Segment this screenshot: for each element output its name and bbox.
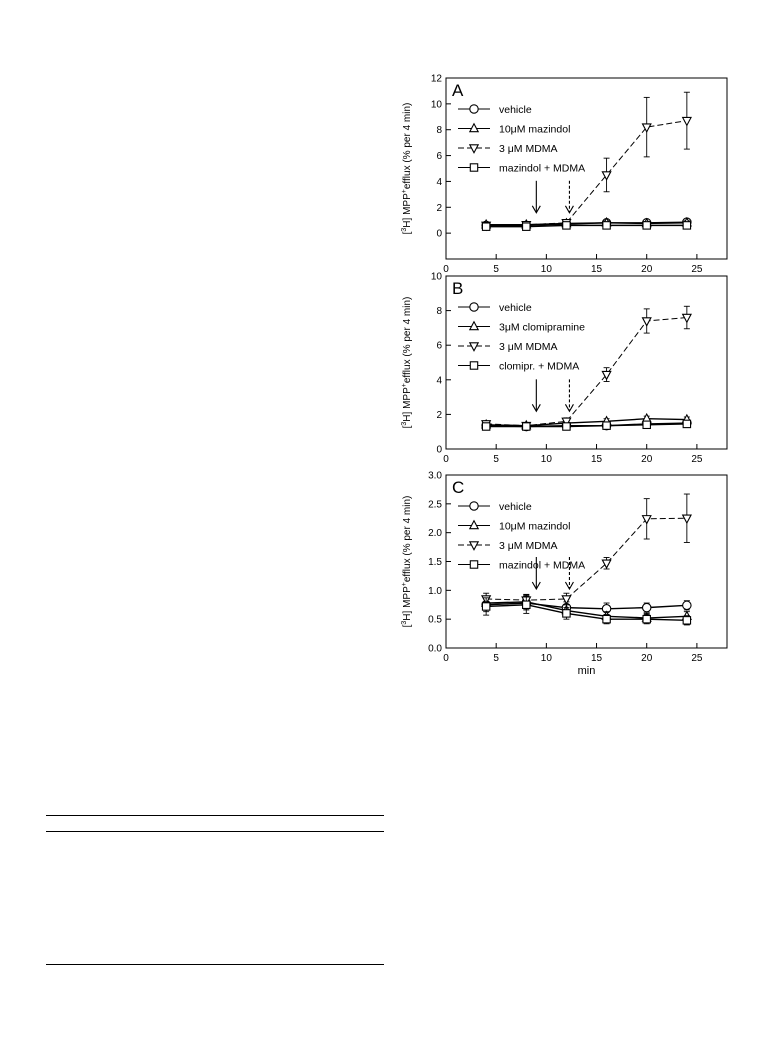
x-tick-label: 20	[641, 653, 653, 664]
legend-marker	[470, 322, 478, 330]
y-tick-label: 10	[430, 99, 442, 111]
panel-label: C	[452, 478, 465, 497]
y-axis-title-part: H] MPP	[402, 193, 413, 228]
y-axis-title-part: [	[402, 624, 413, 628]
y-tick-label: 2	[436, 202, 442, 214]
data-point	[643, 603, 651, 611]
legend-marker	[470, 343, 478, 351]
data-point	[523, 601, 530, 608]
x-tick-label: 10	[540, 653, 552, 664]
legend-item	[458, 341, 558, 353]
legend-label: 3 μM MDMA	[499, 341, 558, 353]
data-point	[523, 423, 530, 430]
legend-marker	[470, 561, 477, 568]
legend-marker	[470, 105, 478, 113]
series-4	[482, 596, 690, 625]
x-tick-label: 20	[641, 264, 653, 275]
legend-label: 3μM clomipramine	[499, 321, 585, 334]
legend-marker	[470, 124, 478, 132]
y-tick-label: 2.5	[428, 499, 442, 511]
x-tick-label: 5	[493, 454, 499, 465]
data-point	[563, 222, 570, 229]
legend-item	[458, 124, 570, 136]
stimulus-arrow-solid	[532, 181, 540, 213]
legend-marker	[470, 303, 478, 311]
y-tick-label: 8	[436, 125, 442, 137]
y-tick-label: 0.5	[428, 614, 442, 626]
data-point	[602, 560, 610, 568]
y-axis-title	[401, 297, 413, 429]
stimulus-arrow-dashed	[565, 379, 573, 411]
legend	[458, 302, 585, 373]
panel-a	[401, 74, 727, 276]
table-rule-bottom	[46, 964, 384, 965]
x-tick-label: 15	[590, 264, 603, 275]
y-axis-title-part: efflux (% per 4 min)	[402, 495, 413, 583]
legend-item	[458, 302, 532, 314]
x-tick-label: 25	[691, 264, 703, 275]
data-point	[482, 223, 489, 230]
data-point	[643, 615, 650, 622]
data-point	[683, 617, 690, 624]
data-point	[643, 318, 651, 326]
data-point	[563, 610, 570, 617]
data-point	[683, 117, 691, 125]
y-tick-label: 3.0	[428, 470, 442, 482]
series-line	[486, 603, 687, 609]
data-point	[683, 515, 691, 523]
data-point	[643, 222, 650, 229]
data-point	[643, 421, 650, 428]
y-tick-label: 2.0	[428, 528, 442, 540]
legend-item	[458, 560, 585, 572]
legend-label: clomipr. + MDMA	[499, 360, 580, 373]
legend	[458, 501, 585, 572]
data-point	[563, 423, 570, 430]
data-point	[683, 601, 691, 609]
data-point	[523, 223, 530, 230]
y-axis-title-part: [	[402, 231, 413, 235]
x-axis-title: min	[577, 665, 596, 677]
legend-marker	[470, 145, 478, 153]
x-tick-label: 15	[590, 653, 603, 664]
legend	[458, 104, 585, 175]
legend-label: 10μM mazindol	[499, 520, 571, 533]
x-tick-label: 20	[641, 454, 653, 465]
y-axis-title-part: efflux (% per 4 min)	[402, 102, 413, 190]
x-tick-label: 10	[540, 264, 552, 275]
legend-item	[458, 143, 558, 155]
legend-label: mazindol + MDMA	[499, 162, 586, 175]
y-axis-title-part: efflux (% per 4 min)	[402, 296, 413, 384]
y-tick-label: 0.0	[428, 643, 442, 655]
legend-item	[458, 501, 532, 513]
data-point	[603, 615, 610, 622]
x-tick-label: 0	[443, 264, 449, 275]
legend-label: vehicle	[499, 501, 532, 513]
table-rule-top	[46, 815, 384, 816]
y-tick-label: 8	[436, 306, 442, 318]
stimulus-arrow-dashed	[565, 181, 573, 213]
legend-item	[458, 361, 579, 373]
legend-label: vehicle	[499, 104, 532, 116]
data-point	[683, 420, 690, 427]
data-point	[482, 603, 489, 610]
y-tick-label: 4	[436, 176, 442, 188]
stimulus-arrow-solid	[532, 379, 540, 411]
legend-item	[458, 521, 570, 533]
x-tick-label: 25	[691, 454, 703, 465]
data-point	[482, 423, 489, 430]
y-axis-title-part: 3	[401, 421, 408, 426]
y-axis-title	[401, 103, 413, 235]
y-axis-title-part: H] MPP	[402, 387, 413, 422]
panel-label: B	[452, 279, 464, 298]
plot-frame	[446, 78, 727, 259]
legend-item	[458, 322, 585, 334]
y-tick-label: 1.0	[428, 585, 442, 597]
x-tick-label: 5	[493, 653, 499, 664]
y-axis-title-part: H] MPP	[402, 586, 413, 621]
legend-marker	[470, 502, 478, 510]
y-tick-label: 10	[430, 271, 442, 283]
y-tick-label: 2	[436, 409, 442, 421]
legend-label: 3 μM MDMA	[499, 540, 558, 552]
data-point	[562, 596, 570, 604]
x-tick-label: 25	[691, 653, 703, 664]
y-axis-title-part: +	[401, 383, 408, 388]
x-tick-label: 15	[590, 454, 603, 465]
legend-item	[458, 540, 558, 552]
panel-label: A	[452, 81, 464, 100]
y-axis-title-part: [	[402, 425, 413, 429]
y-axis-title-part: +	[401, 582, 408, 587]
legend-marker	[470, 521, 478, 529]
panel-c	[401, 471, 727, 665]
legend-marker	[470, 362, 477, 369]
table-rule-header	[46, 831, 384, 832]
x-tick-label: 0	[443, 653, 449, 664]
data-point	[603, 222, 610, 229]
panel-b	[401, 272, 727, 466]
y-axis-title-part: +	[401, 189, 408, 194]
y-axis-title-part: 3	[401, 620, 408, 625]
y-tick-label: 6	[436, 151, 442, 163]
legend-marker	[470, 542, 478, 550]
legend-label: 10μM mazindol	[499, 123, 571, 136]
legend-item	[458, 104, 532, 116]
x-tick-label: 5	[493, 264, 499, 275]
legend-label: mazindol + MDMA	[499, 559, 586, 572]
legend-marker	[470, 164, 477, 171]
legend-label: 3 μM MDMA	[499, 143, 558, 155]
y-tick-label: 12	[430, 73, 442, 85]
y-tick-label: 0	[436, 228, 442, 240]
y-axis-title-part: 3	[401, 227, 408, 232]
y-tick-label: 1.5	[428, 557, 442, 568]
x-tick-label: 10	[540, 454, 552, 465]
y-axis-title	[401, 496, 413, 628]
x-tick-label: 0	[443, 454, 449, 465]
y-tick-label: 4	[436, 375, 442, 387]
y-tick-label: 6	[436, 340, 442, 352]
legend-label: vehicle	[499, 302, 532, 314]
y-tick-label: 0	[436, 444, 442, 456]
data-point	[603, 422, 610, 429]
legend-item	[458, 163, 585, 175]
data-point	[683, 222, 690, 229]
